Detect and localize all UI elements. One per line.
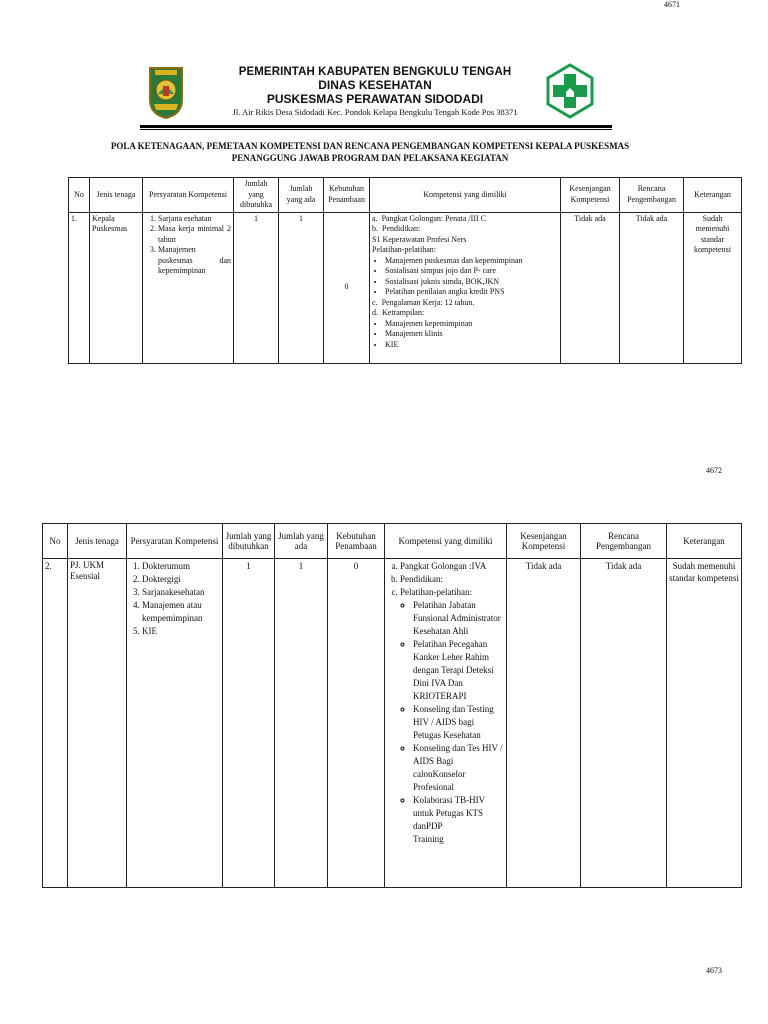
list-item: • Manajemen klinis [385, 329, 558, 340]
header-kesenjangan: Kesenjangan Kompetensi [561, 178, 620, 213]
header-puskesmas: PUSKESMAS PERAWATAN SIDODADI [266, 92, 484, 106]
list-item: ◦ Konseling dan Testing HIV / AIDS bagi Petugas Kesehatan [413, 703, 504, 742]
list-item: 2. Masa kerja minimal 2 tahun [158, 224, 231, 245]
header-rencana: Rencana Pengembangan [620, 178, 684, 213]
kompetensi-pangkat: Pangkat Golongan: Penata /III C [381, 213, 486, 223]
list-item: • Sosialisasi juknis simda, BOK,JKN [385, 277, 558, 288]
header-keterangan: Keterangan [667, 524, 742, 559]
table-row [43, 559, 742, 888]
header-persyaratan: Persyaratan Kompetensi [127, 524, 223, 559]
header-jenis: Jenis tenaga [68, 524, 127, 559]
list-item: b. Pendidikan: [400, 573, 504, 586]
list-item: a. Pangkat Golongan :IVA [400, 560, 504, 573]
header-address: Jl. Air Rikis Desa Sidodadi Kec. Pondok Kelapa Bengkulu Tengah Kode Pos 38371 [232, 107, 518, 117]
header-government: PEMERINTAH KABUPATEN BENGKULU TENGAH [238, 66, 512, 78]
cell-kompetensi: a. Pangkat Golongan: Penata /III C b. Pendidikan: S1 Keperawatan Profesi Ners Pelatihan-pelatihan: • Manajemen puskesmas dan kepemimpinan • Sosialisasi simpus jojo dan P- care • Sosialisasi juknis simda, BOK,JKN • Pelatihan penilaian angka kredit PNS c. Pengalaman Kerja: 12 tahun. d. Ketrampilan: • Manajemen kepemimpinan • Manajemen klinis • KIE [370, 212, 561, 363]
list-item: ◦ Konseling dan Tes HIV / AIDS Bagi calonKonselor Profesional [413, 742, 504, 794]
regency-emblem-icon [146, 64, 186, 120]
list-item: 1. Dokterumum [142, 560, 220, 573]
cell-ada: 1 [275, 559, 328, 888]
list-item [400, 586, 504, 846]
cell-ada: 1 [279, 212, 324, 363]
cell-jenis: PJ. UKM Esensial [68, 559, 127, 888]
list-item: Training [413, 834, 444, 844]
header-rule-thin [140, 129, 612, 130]
cell-kesenjangan: Tidak ada [561, 212, 620, 363]
header-ada: Jumlah yang ada [279, 178, 324, 213]
list-item: • KIE [385, 340, 558, 351]
header-department: DINAS KESEHATAN [318, 78, 432, 92]
kompetensi-pendidikan: Pendidikan: [382, 224, 421, 233]
kompetensi-ketrampilan: Ketrampilan: [382, 308, 425, 317]
header-rencana: Rencana Pengembangan [581, 524, 667, 559]
kompetensi-pendidikan-value: S1 Keperawatan Profesi Ners [372, 234, 467, 244]
header-rule [140, 125, 612, 128]
page-number-top: 4671 [664, 0, 680, 9]
header-dibutuhkan: Jumlah yang dibutuhkan [223, 524, 275, 559]
header-persyaratan: Persyaratan Kompetensi [143, 178, 234, 213]
header-kebutuhan: Kebutuhan Penambaan [328, 524, 385, 559]
document-title-line1: POLA KETENAGAAN, PEMETAAN KOMPETENSI DAN RENCANA PENGEMBANGAN KOMPETENSI KEPALA PUSKESMAS [110, 141, 630, 151]
document-title-line2: PENANGGUNG JAWAB PROGRAM DAN PELAKSANA KEGIATAN [231, 153, 509, 163]
page-number-middle: 4672 [706, 466, 722, 475]
list-item: 4. Manajemen atau kempemimpinan [142, 599, 220, 625]
cell-no: 2. [43, 559, 68, 888]
list-item: • Manajemen kepemimpinan [385, 319, 558, 330]
cell-no: 1. [69, 212, 90, 363]
competency-table-1 [68, 177, 742, 364]
list-item: • Pelatihan penilaian angka kredit PNS [385, 287, 558, 298]
competency-table-2 [42, 523, 742, 888]
cell-kebutuhan: 0 [324, 212, 370, 363]
header-no: No [43, 524, 68, 559]
header-ada: Jumlah yang ada [275, 524, 328, 559]
kompetensi-pelatihan: Pelatihan-pelatihan: [400, 587, 472, 597]
list-item: • Sosialisasi simpus jojo dan P- care [385, 266, 558, 277]
cell-dibutuhkan: 1 [223, 559, 275, 888]
page-number-bottom: 4673 [706, 966, 722, 975]
header-kesenjangan: Kesenjangan Kompetensi [507, 524, 581, 559]
list-item: 5. KIE [142, 625, 220, 638]
list-item: 2. Doktergigi [142, 573, 220, 586]
list-item: ◦ Pelatihan Pecegahan Kanker Leher Rahim dengan Terapi Deteksi Dini IVA Dan KRIOTERAPI [413, 638, 504, 703]
list-item: 1. Sarjana esehatan [158, 214, 231, 225]
table-header-row [69, 178, 742, 213]
list-item: 3. Sarjanakesehatan [142, 586, 220, 599]
cell-kebutuhan: 0 [328, 559, 385, 888]
header-kompetensi: Kompetensi yang dimiliki [370, 178, 561, 213]
cell-jenis: Kepala Puskesmas [90, 212, 143, 363]
cell-keterangan: Sudah memenuhi standar kompetensi [667, 559, 742, 888]
cell-kesenjangan: Tidak ada [507, 559, 581, 888]
header-dibutuhkan: Jumlah yang dibutuhka [234, 178, 279, 213]
header-keterangan: Keterangan [684, 178, 742, 213]
header-kebutuhan: Kebutuhan Penambaan [324, 178, 370, 213]
header-kompetensi: Kompetensi yang dimiliki [385, 524, 507, 559]
puskesmas-logo-icon [544, 62, 596, 120]
document-title [70, 140, 670, 164]
cell-dibutuhkan: 1 [234, 212, 279, 363]
header-no: No [69, 178, 90, 213]
cell-rencana: Tidak ada [581, 559, 667, 888]
header-jenis: Jenis tenaga [90, 178, 143, 213]
list-item: ◦ Pelatihan Jabatan Funsional Administrator Kesehatan Ahli [413, 599, 504, 638]
kompetensi-pengalaman: Pengalaman Kerja: 12 tahun. [381, 297, 475, 307]
cell-kompetensi [385, 559, 507, 888]
kompetensi-pelatihan: Pelatihan-pelatihan: [372, 245, 436, 254]
cell-rencana: Tidak ada [620, 212, 684, 363]
table-row [69, 212, 742, 363]
cell-persyaratan [127, 559, 223, 888]
list-item: ◦ Kolaborasi TB-HIV untuk Petugas KTS danPDP [413, 794, 504, 833]
list-item: 3. Manajemen puskesmas dan kepemimpinan [158, 245, 231, 277]
table-header-row [43, 524, 742, 559]
cell-persyaratan [143, 212, 234, 363]
list-item: • Manajemen puskesmas dan kepemimpinan [385, 256, 558, 267]
cell-keterangan: Sudah memenuhi standar kompetensi [684, 212, 742, 363]
